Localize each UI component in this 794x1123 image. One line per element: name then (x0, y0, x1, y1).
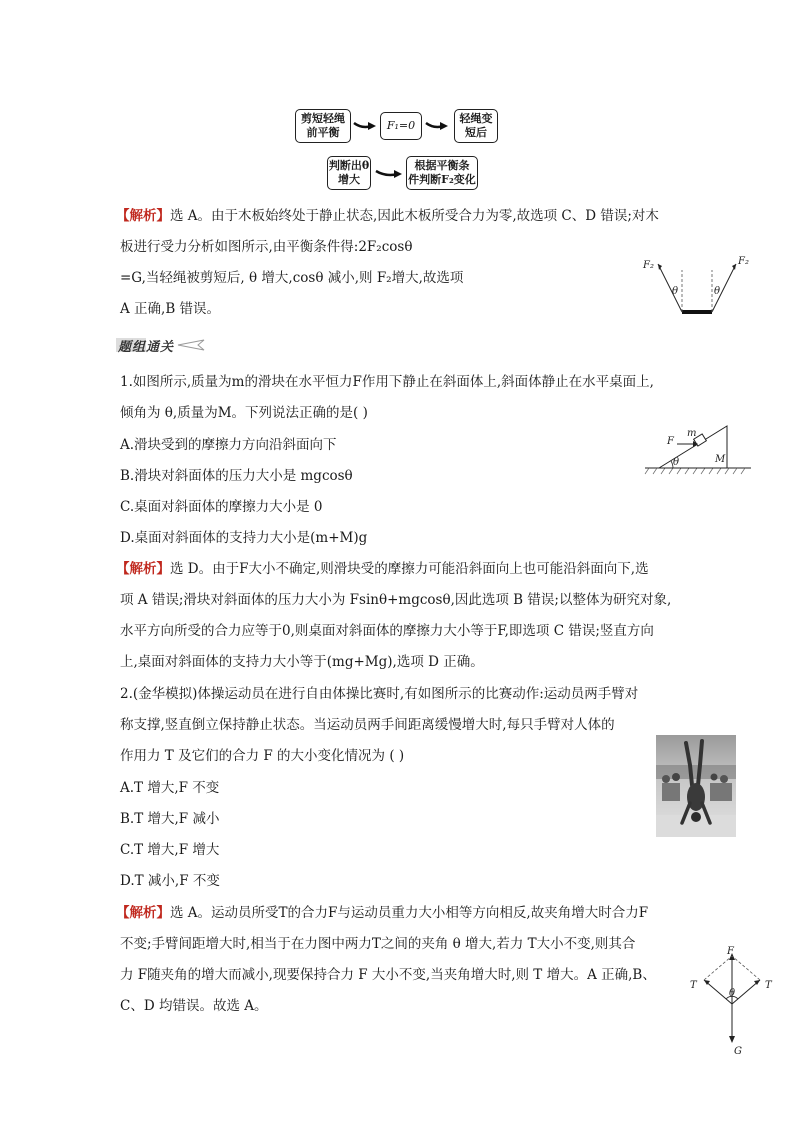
q1-analysis-2: 项 A 错误;滑块对斜面体的压力大小为 Fsinθ+mgcosθ,因此选项 B 错误;以整体为研究对象, (120, 592, 672, 608)
q2-option-d: D.T 减小,F 不变 (120, 873, 220, 889)
flow-arrow-3 (374, 166, 404, 180)
section-header (116, 336, 208, 354)
label-theta-left: θ (672, 286, 679, 297)
flow-box-text: 根据平衡条 (414, 159, 470, 172)
flow-box-text: 前平衡 (306, 126, 340, 139)
label-f2-right: F₂ (738, 256, 749, 267)
q2-option-c: C.T 增大,F 增大 (120, 842, 220, 858)
q2-analysis-2: 不变;手臂间距增大时,相当于在力图中两力T之间的夹角 θ 增大,若力 T大小不变,则其合 (120, 936, 636, 952)
incline-figure (643, 422, 755, 478)
q2-option-b: B.T 增大,F 减小 (120, 811, 220, 827)
q1-option-b: B.滑块对斜面体的压力大小是 mgcosθ (120, 468, 353, 484)
flow-box-equilibrium (406, 156, 478, 190)
q1-option-c: C.桌面对斜面体的摩擦力大小是 0 (120, 499, 323, 515)
label-f2-left: F₂ (643, 260, 654, 271)
flow-box-text: 件判断F₂变化 (408, 173, 476, 186)
q1-analysis-3: 水平方向所受的合力应等于0,则桌面对斜面体的摩擦力大小等于F,即选项 C 错误;竖直方向 (120, 623, 654, 639)
force-diagram (686, 946, 778, 1058)
q2-analysis-1 (116, 904, 648, 922)
flow-box-theta-increase (327, 156, 371, 190)
q1-stem-1: 1.如图所示,质量为m的滑块在水平恒力F作用下静止在斜面体上,斜面体静止在水平桌面上, (120, 374, 654, 390)
analysis0-line-3: =G,当轻绳被剪短后, θ 增大,cosθ 减小,则 F₂增大,故选项 (120, 270, 464, 286)
analysis-tag: 【解析】 (116, 561, 170, 577)
q2-option-a: A.T 增大,F 不变 (120, 780, 220, 796)
q1-stem-2: 倾角为 θ,质量为M。下列说法正确的是( ) (120, 405, 368, 421)
label-big-m: M (715, 454, 726, 465)
label-f: F (727, 946, 734, 957)
board-force-figure (640, 252, 755, 320)
q1-analysis-4: 上,桌面对斜面体的支持力大小等于(mg+Mg),选项 D 正确。 (120, 654, 484, 670)
q2-stem-1: 2.(金华模拟)体操运动员在进行自由体操比赛时,有如图所示的比赛动作:运动员两手臂对 (120, 686, 639, 702)
label-theta: θ (673, 457, 680, 468)
analysis-text: 选 D。由于F大小不确定,则滑块受的摩擦力可能沿斜面向上也可能沿斜面向下,选 (170, 561, 649, 577)
flow-box-f1-zero (380, 112, 422, 140)
analysis-text: 选 A。由于木板始终处于静止状态,因此木板所受合力为零,故选项 C、D 错误;对木 (170, 208, 659, 224)
q2-analysis-4: C、D 均错误。故选 A。 (120, 998, 268, 1014)
flow-arrow-1 (352, 118, 378, 132)
q1-option-d: D.桌面对斜面体的支持力大小是(m+M)g (120, 530, 368, 546)
flow-box-text: 判断出θ (328, 159, 370, 172)
label-t-left: T (690, 980, 697, 991)
section-title: 题组通关 (118, 340, 175, 355)
label-g: G (734, 1046, 742, 1057)
analysis0-line-1 (116, 207, 659, 225)
rope-left (658, 264, 682, 312)
gymnast-photo (656, 735, 736, 837)
flow-box-text: 增大 (338, 173, 360, 186)
analysis-tag: 【解析】 (116, 905, 170, 921)
label-t-right: T (765, 980, 772, 991)
flow-arrow-2 (424, 118, 450, 132)
flow-box-after-cut (454, 109, 498, 143)
q1-analysis-1 (116, 560, 649, 578)
label-theta-right: θ (714, 286, 721, 297)
label-theta: θ (729, 988, 736, 999)
label-f: F (667, 436, 674, 447)
q2-stem-2: 称支撑,竖直倒立保持静止状态。当运动员两手间距离缓慢增大时,每只手臂对人体的 (120, 717, 615, 733)
flow-box-text: 短后 (465, 126, 487, 139)
flow-box-text: F₁=0 (386, 119, 416, 132)
label-m: m (687, 428, 697, 439)
analysis-text: 选 A。运动员所受T的合力F与运动员重力大小相等方向相反,故夹角增大时合力F (170, 905, 649, 921)
flow-box-before-cut (295, 109, 351, 143)
q2-stem-3: 作用力 T 及它们的合力 F 的大小变化情况为 ( ) (120, 748, 405, 764)
analysis0-line-2: 板进行受力分析如图所示,由平衡条件得:2F₂cosθ (120, 239, 413, 255)
flow-box-text: 剪短轻绳 (301, 112, 345, 125)
analysis-tag: 【解析】 (116, 208, 170, 224)
q2-analysis-3: 力 F随夹角的增大而减小,现要保持合力 F 大小不变,当夹角增大时,则 T 增大。A 正确,B、 (120, 967, 656, 983)
flow-box-text: 轻绳变 (459, 112, 493, 125)
q1-option-a: A.滑块受到的摩擦力方向沿斜面向下 (120, 437, 337, 453)
analysis0-line-4: A 正确,B 错误。 (120, 301, 221, 317)
